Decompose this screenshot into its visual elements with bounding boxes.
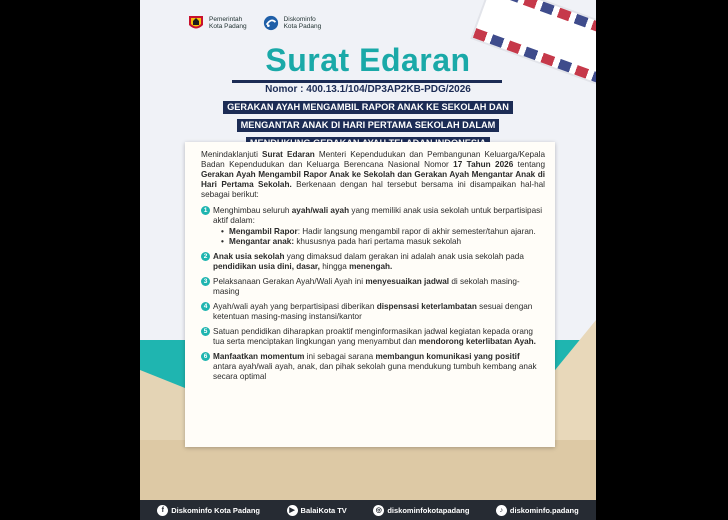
tiktok-icon: ♪ bbox=[496, 505, 507, 516]
title-underline bbox=[232, 80, 502, 83]
logo-line: Diskominfo bbox=[283, 15, 316, 23]
logo-line: Kota Padang bbox=[283, 23, 322, 30]
list-item: 4 Ayah/wali ayah yang berpartisipasi diberikan dispensasi keterlambatan sesuai dengan ketentuan masing-masing instansi/kantor bbox=[201, 302, 545, 322]
list-item: 6 Manfaatkan momentum ini sebagai sarana membangun komunikasi yang positif antara ayah/wali ayah, anak, dan pihak sekolah guna mendukung tumbuh kembang anak secara optimal bbox=[201, 352, 545, 382]
poster bbox=[140, 0, 596, 520]
logo-diskominfo bbox=[263, 14, 322, 32]
padang-crest-icon bbox=[188, 14, 204, 32]
subtitle-line: GERAKAN AYAH MENGAMBIL RAPOR ANAK KE SEKOLAH DAN bbox=[223, 101, 513, 114]
social-label: diskominfo.padang bbox=[509, 505, 579, 515]
document-number: Nomor : 400.13.1/104/DP3AP2KB-PDG/2026 bbox=[265, 84, 471, 95]
social-facebook[interactable] bbox=[157, 505, 260, 516]
logo-line: Kota Padang bbox=[209, 23, 247, 30]
number-badge: 2 bbox=[201, 252, 210, 261]
social-youtube[interactable] bbox=[287, 505, 347, 516]
logo-line: Pemerintah bbox=[209, 15, 243, 23]
instagram-icon: ◎ bbox=[373, 505, 384, 516]
logo-pemko-padang bbox=[188, 14, 247, 32]
social-label: Diskominfo Kota Padang bbox=[171, 505, 261, 515]
social-label: diskominfokotapadang bbox=[387, 505, 470, 515]
sub-list-item: • Mengantar anak: khususnya pada hari pertama masuk sekolah bbox=[221, 237, 545, 247]
list-item: 1 Menghimbau seluruh ayah/wali ayah yang memiliki anak usia sekolah untuk berpartisipasi aktif dalam: • Mengambil Rapor: Hadir langsung mengambil rapor di akhir semester/tahun ajaran. • Mengantar anak: khususnya pada hari pertama masuk sekolah bbox=[201, 206, 545, 247]
facebook-icon: f bbox=[157, 505, 168, 516]
page-title: Surat Edaran bbox=[265, 42, 471, 78]
social-footer bbox=[140, 500, 596, 520]
subtitle-line: MENGANTAR ANAK DI HARI PERTAMA SEKOLAH DALAM bbox=[237, 119, 500, 132]
sub-list-item: • Mengambil Rapor: Hadir langsung mengambil rapor di akhir semester/tahun ajaran. bbox=[221, 227, 545, 237]
list-item: 5 Satuan pendidikan diharapkan proaktif menginformasikan jadwal kegiatan kepada orang tua serta menciptakan lingkungan yang menyambut dan mendorong keterlibatan Ayah. bbox=[201, 327, 545, 347]
number-badge: 6 bbox=[201, 352, 210, 361]
youtube-icon: ▶ bbox=[287, 505, 298, 516]
social-instagram[interactable] bbox=[373, 505, 469, 516]
social-label: BalaiKota TV bbox=[300, 505, 347, 515]
social-tiktok[interactable] bbox=[496, 505, 579, 516]
sub-list bbox=[221, 227, 545, 247]
intro-paragraph: Menindaklanjuti Surat Edaran Menteri Kependudukan dan Pembangunan Keluarga/Kepala Badan Kependudukan dan Keluarga Berencana Nasional Nomor 17 Tahun 2026 tentang Gerakan Ayah Mengambil Rapor Anak ke Sekolah dan Gerakan Ayah Mengantar Anak di Hari Pertama Sekolah. Berkenaan dengan hal tersebut bersama ini disampaikan hal-hal sebagai berikut: bbox=[201, 150, 545, 199]
list-item: 2 Anak usia sekolah yang dimaksud dalam gerakan ini adalah anak usia sekolah pada pendidikan usia dini, dasar, hingga menengah. bbox=[201, 252, 545, 272]
number-badge: 1 bbox=[201, 206, 210, 215]
header-logos bbox=[188, 12, 321, 34]
number-badge: 4 bbox=[201, 302, 210, 311]
envelope-bottom bbox=[140, 440, 596, 500]
diskominfo-logo-icon bbox=[263, 14, 279, 32]
number-badge: 5 bbox=[201, 327, 210, 336]
number-badge: 3 bbox=[201, 277, 210, 286]
letter-paper bbox=[185, 142, 555, 447]
list-item: 3 Pelaksanaan Gerakan Ayah/Wali Ayah ini menyesuaikan jadwal di sekolah masing-masing bbox=[201, 277, 545, 297]
